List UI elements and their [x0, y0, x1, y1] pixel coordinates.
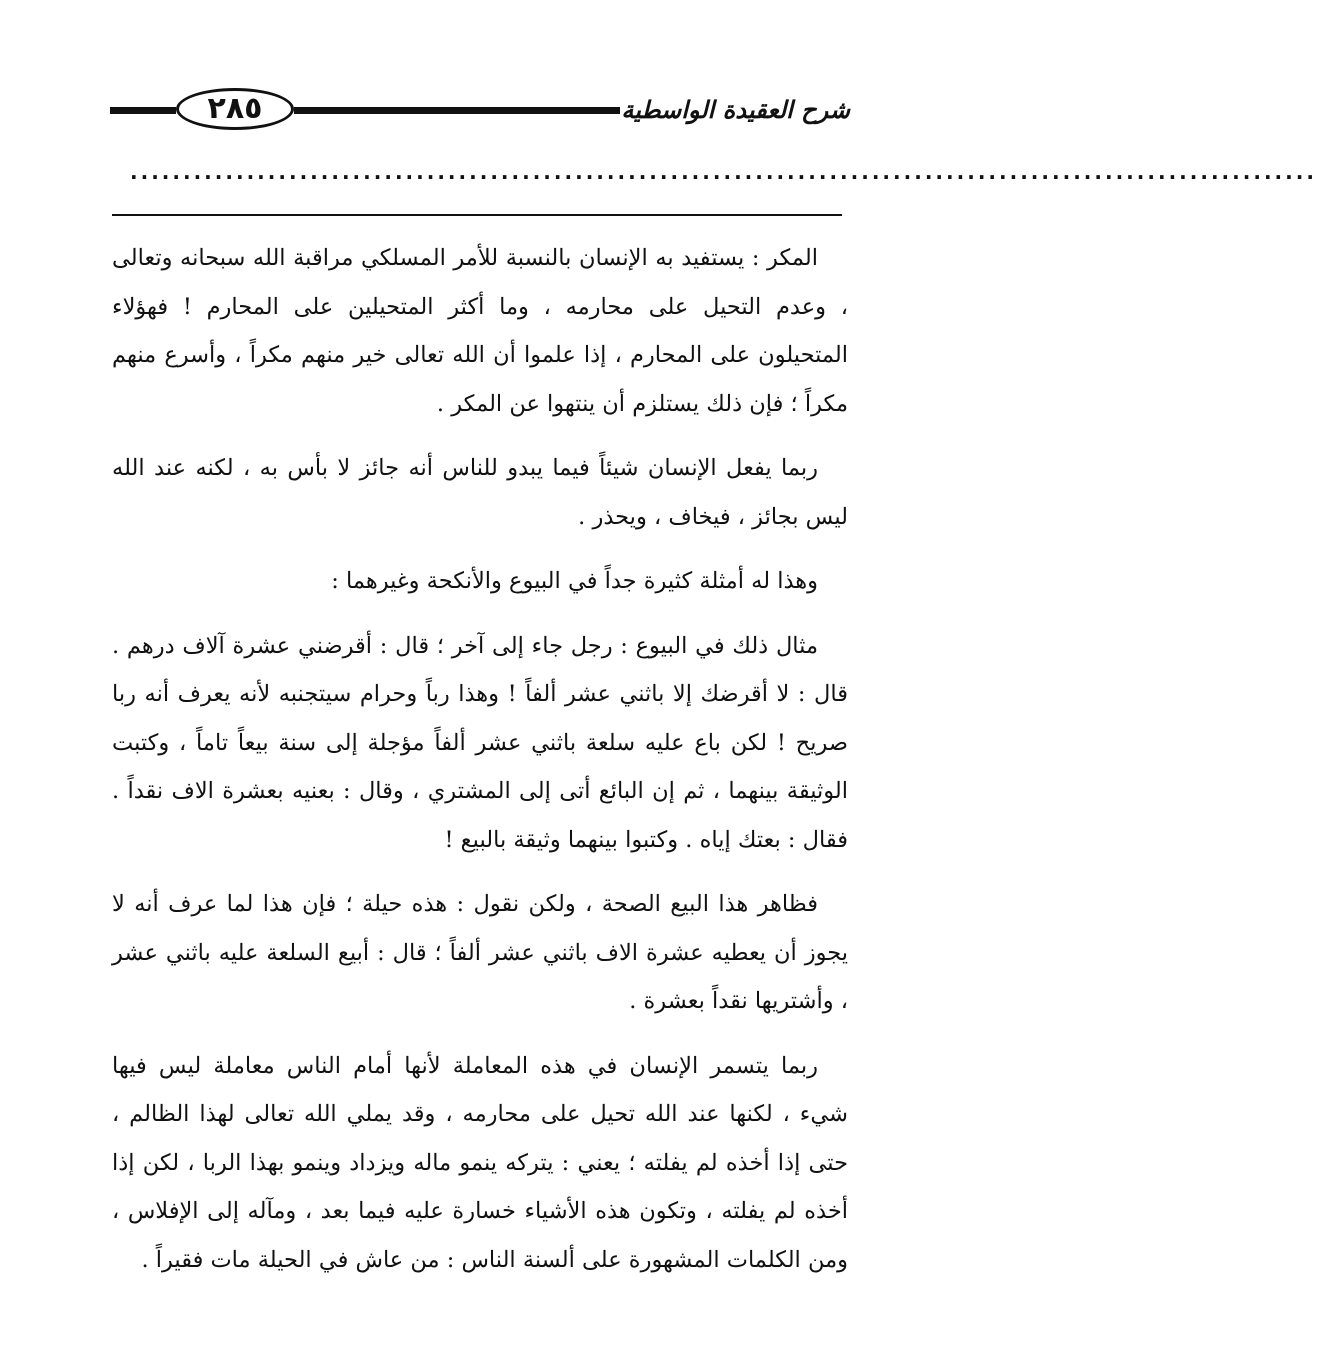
dot-leader: ................................................................................................................ [130, 160, 1317, 184]
paragraph: ربما يفعل الإنسان شيئاً فيما يبدو للناس أنه جائز لا بأس به ، لكنه عند الله ليس بجائز ، فيخاف ، ويحذر . [112, 455, 848, 530]
header-divider [112, 214, 842, 216]
paragraph: وهذا له أمثلة كثيرة جداً في البيوع والأنكحة وغيرهما : [331, 568, 818, 594]
page-number: ٢٨٥ [176, 88, 294, 130]
paragraph: ربما يتسمر الإنسان في هذه المعاملة لأنها أمام الناس معاملة ليس فيها شيء ، لكنها عند الله تحيل على محارمه ، وقد يملي الله تعالى لهذا الظالم ، حتى إذا أخذه لم يفلته ؛ يعني : يتركه ينمو ماله ويزداد وينمو بهذا الربا ، لكن إذا أخذه لم يفلته ، وتكون هذه الأشياء خسارة عليه فيما بعد ، ومآله إلى الإفلاس ، ومن الكلمات المشهورة على ألسنة الناس : من عاش في الحيلة مات فقيراً . [112, 1052, 848, 1273]
paragraph: مثال ذلك في البيوع : رجل جاء إلى آخر ؛ قال : أقرضني عشرة آلاف درهم . قال : لا أقرضك إلا باثني عشر ألفاً ! وهذا رباً وحرام سيتجنبه لأنه يعرف أنه ربا صريح ! لكن باع عليه سلعة باثني عشر ألفاً مؤجلة إلى سنة بيعاً تاماً ، وكتبت الوثيقة بينهما ، ثم إن البائع أتى إلى المشتري ، وقال : بعنيه بعشرة الاف نقداً . فقال : بعتك إياه . وكتبوا بينهما وثيقة بالبيع ! [112, 632, 848, 853]
header-rule-left [110, 107, 176, 114]
page-header [110, 84, 850, 138]
paragraph: المكر : يستفيد به الإنسان بالنسبة للأمر المسلكي مراقبة الله سبحانه وتعالى ، وعدم التحيل على محارمه ، وما أكثر المتحيلين على المحارم ! فهؤلاء المتحيلون على المحارم ، إذا علموا أن الله تعالى خير منهم مكراً ، وأسرع منهم مكراً ؛ فإن ذلك يستلزم أن ينتهوا عن المكر . [112, 245, 848, 417]
page-body [112, 234, 848, 1300]
paragraph: فظاهر هذا البيع الصحة ، ولكن نقول : هذه حيلة ؛ فإن هذا لما عرف أنه لا يجوز أن يعطيه عشرة الاف باثني عشر ألفاً ؛ قال : أبيع السلعة عليه باثني عشر ، وأشتريها نقداً بعشرة . [112, 891, 848, 1014]
header-rule-middle [294, 107, 620, 114]
book-title: شرح العقيدة الواسطية [621, 96, 850, 124]
